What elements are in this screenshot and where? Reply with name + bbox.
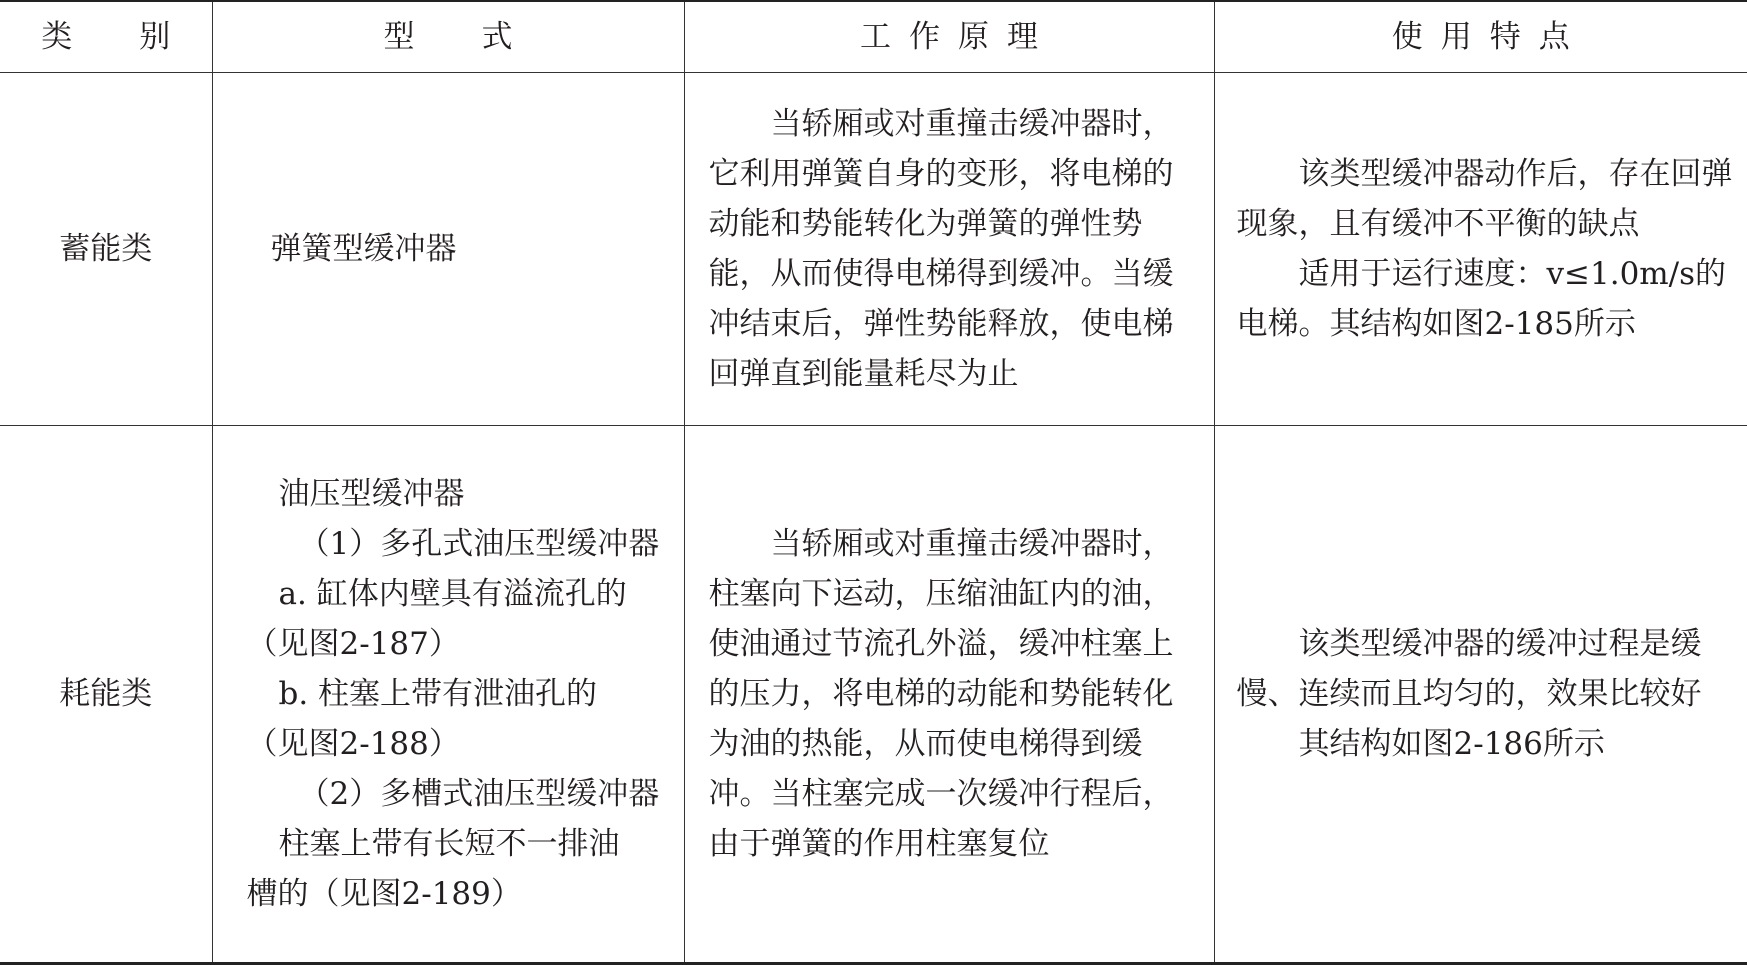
type-line: 柱塞上带有长短不一排油 [278,825,620,862]
category-cell: 蓄能类 [0,72,212,425]
type-cell: 弹簧型缓冲器 [212,72,684,425]
features-cell [1214,72,1747,425]
type-line: （见图2-187） [246,625,460,662]
type-line: b. 柱塞上带有泄油孔的 [278,675,598,712]
features-cell [1214,425,1747,963]
category-cell: 耗能类 [0,425,212,963]
table-header-row [0,1,1747,72]
header-category: 类 别 [0,1,212,72]
table-row [0,425,1747,963]
principle-text: 当轿厢或对重撞击缓冲器时，柱塞向下运动，压缩油缸内的油，使油通过节流孔外溢，缓冲柱塞上的压力，将电梯的动能和势能转化为油的热能，从而使电梯得到缓冲。当柱塞完成一次缓冲行程后，由于弹簧的作用柱塞复位 [708,525,1174,862]
principle-cell [684,425,1214,963]
table-row [0,72,1747,425]
type-cell [212,425,684,963]
header-features: 使用特点 [1214,1,1747,72]
type-line: （1）多孔式油压型缓冲器 [298,525,660,562]
type-line: 槽的（见图2-189） [246,875,522,912]
type-line: （见图2-188） [246,725,460,762]
feature-text: 该类型缓冲器动作后，存在回弹现象，且有缓冲不平衡的缺点 [1236,155,1733,242]
type-line: 油压型缓冲器 [278,475,465,512]
principle-cell [684,72,1214,425]
principle-text: 当轿厢或对重撞击缓冲器时，它利用弹簧自身的变形，将电梯的动能和势能转化为弹簧的弹性势能，从而使得电梯得到缓冲。当缓冲结束后，弹性势能释放，使电梯回弹直到能量耗尽为止 [708,105,1174,392]
feature-text: 适用于运行速度：v≤1.0m/s的电梯。其结构如图2-185所示 [1236,255,1727,342]
type-line: （2）多槽式油压型缓冲器 [298,775,660,812]
feature-text: 其结构如图2-186所示 [1298,725,1605,762]
header-principle: 工作原理 [684,1,1214,72]
feature-text: 该类型缓冲器的缓冲过程是缓慢、连续而且均匀的，效果比较好 [1236,625,1702,712]
type-line: a. 缸体内壁具有溢流孔的 [278,575,627,612]
header-type: 型 式 [212,1,684,72]
